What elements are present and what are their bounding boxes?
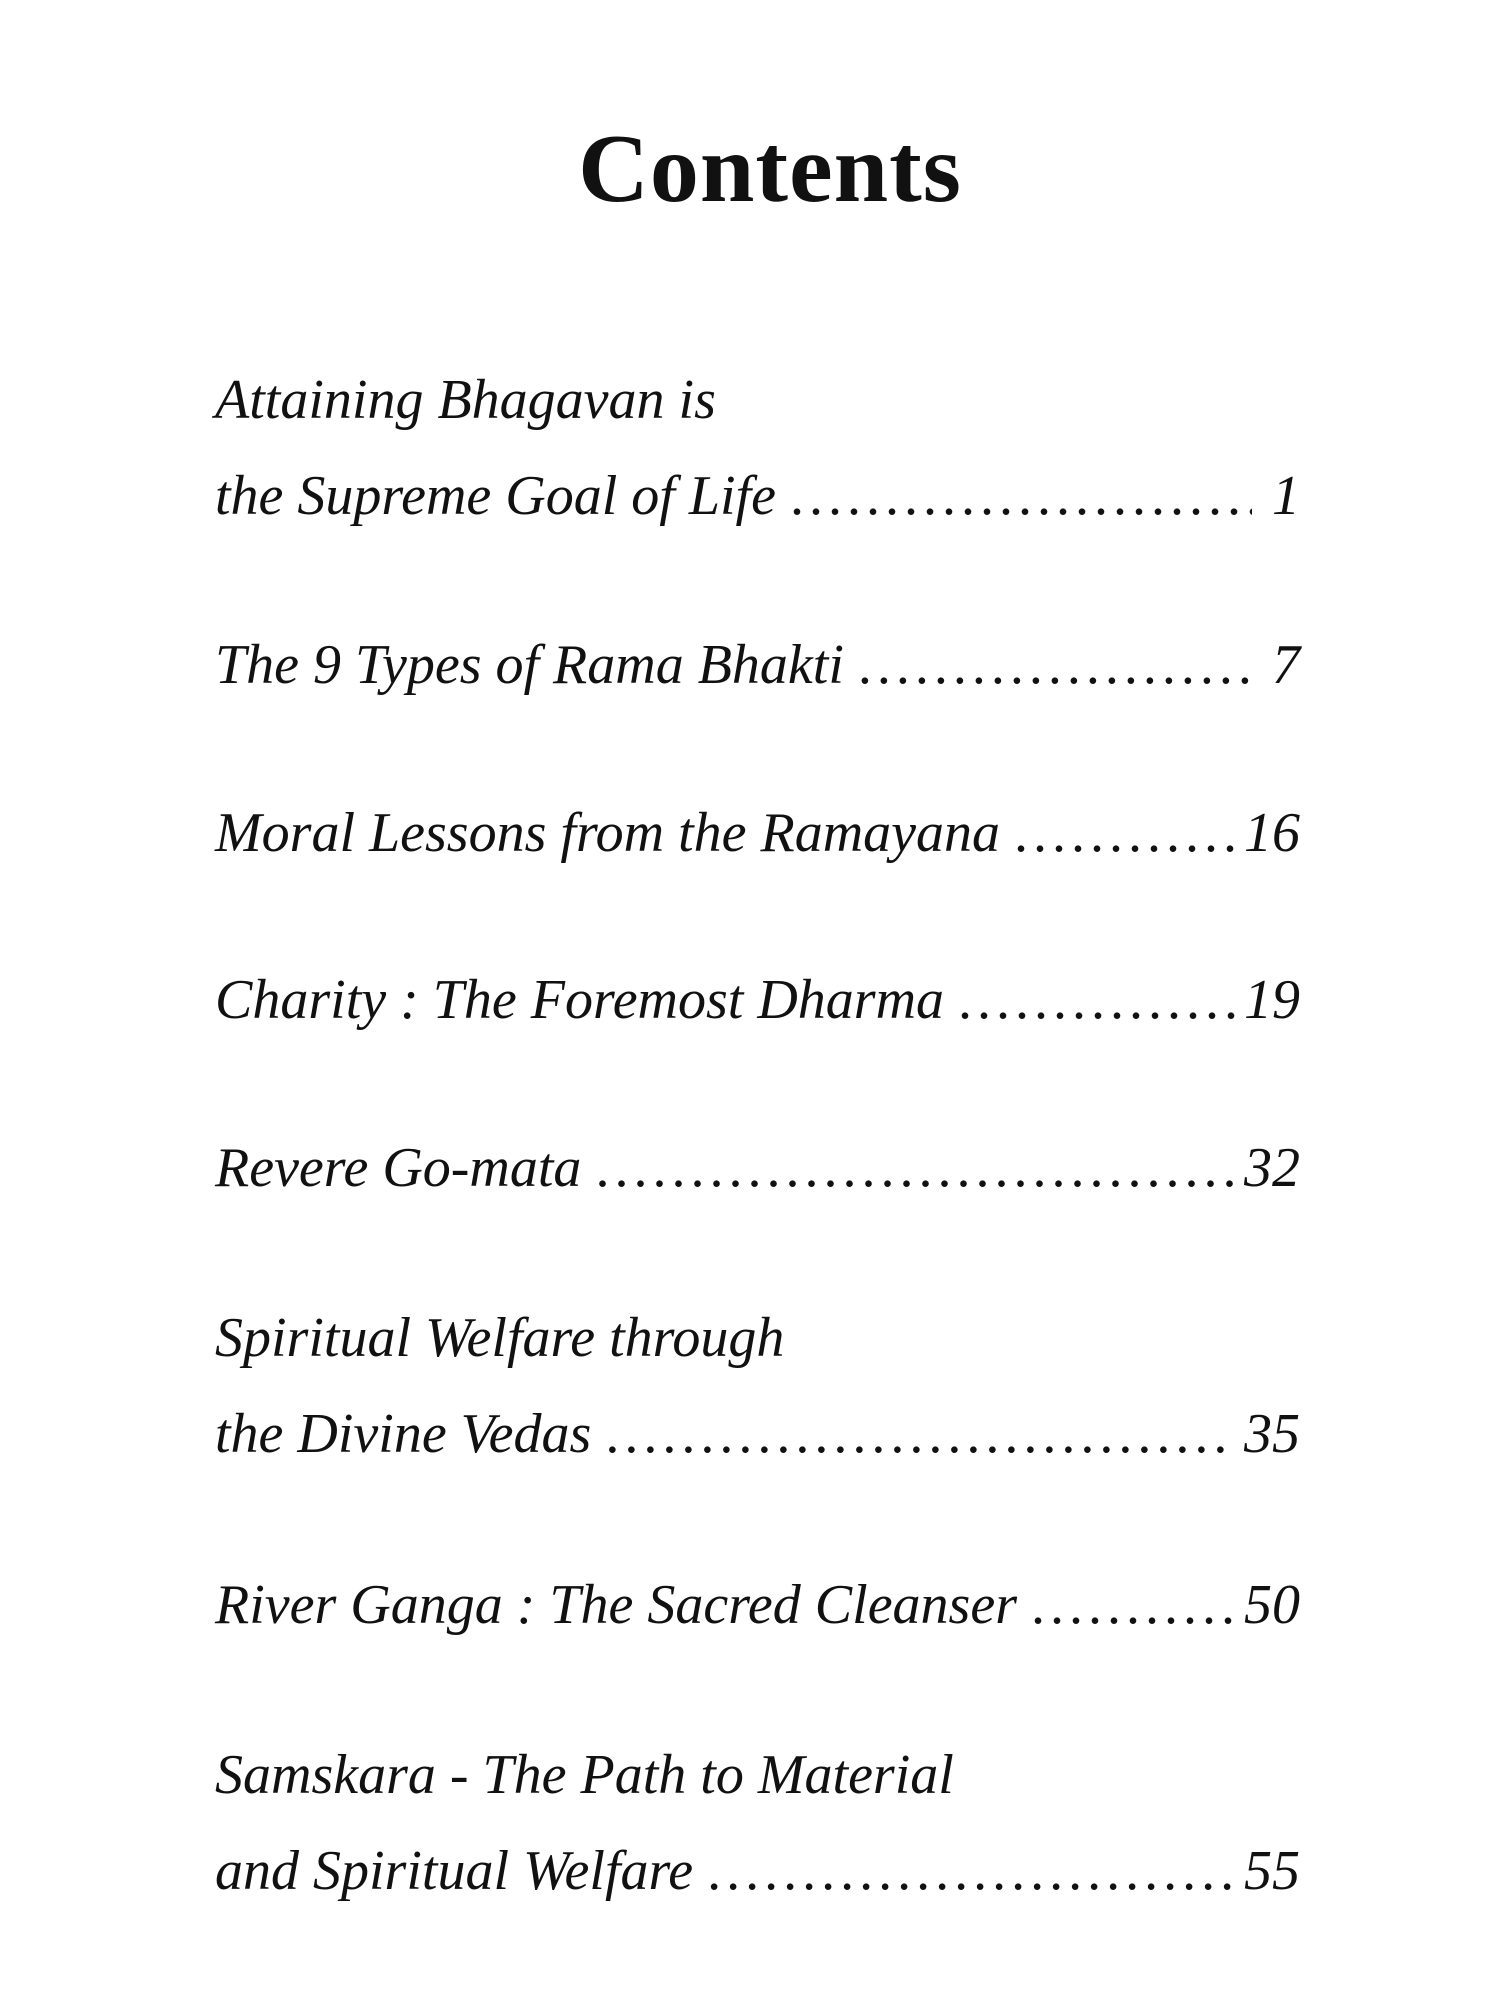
toc-entry-title-line-1: Samskara - The Path to Material (215, 1744, 954, 1806)
toc-entry-title: Moral Lessons from the Ramayana (215, 802, 1001, 864)
toc-entry-title: Revere Go-mata (215, 1137, 582, 1199)
toc-entry[interactable] (215, 617, 1300, 713)
toc-entry[interactable] (215, 952, 1300, 1048)
dot-leader (595, 1120, 1236, 1216)
toc-page-number: 7 (1272, 634, 1300, 696)
toc-entry-title: River Ganga : The Sacred Cleanser (215, 1574, 1017, 1636)
toc-entry[interactable] (215, 1727, 1300, 1919)
toc-entry[interactable] (215, 1290, 1300, 1482)
toc-entry-title: Charity : The Foremost Dharma (215, 969, 945, 1031)
toc-page-number: 55 (1244, 1840, 1300, 1902)
toc-entry-title-line-1: Spiritual Welfare through (215, 1307, 785, 1369)
dot-leader (858, 617, 1252, 713)
toc-entry-title-line-2: and Spiritual Welfare (215, 1840, 694, 1902)
dot-leader (790, 448, 1252, 544)
toc-entry-title-line-2: the Divine Vedas (215, 1403, 592, 1465)
page-title: Contents (578, 115, 962, 223)
dot-leader (1031, 1557, 1236, 1653)
toc-page-number: 16 (1244, 802, 1300, 864)
toc-entry[interactable] (215, 352, 1300, 544)
dot-leader (707, 1823, 1236, 1919)
toc-page-number: 32 (1244, 1137, 1300, 1199)
toc-page-number: 1 (1272, 465, 1300, 527)
toc-page-number: 35 (1244, 1403, 1300, 1465)
toc-entry-title-line-2: the Supreme Goal of Life (215, 465, 776, 527)
toc-page-number: 19 (1244, 969, 1300, 1031)
toc-entry[interactable] (215, 1120, 1300, 1216)
toc-entry[interactable] (215, 1557, 1300, 1653)
toc-entry[interactable] (215, 785, 1300, 881)
dot-leader (958, 952, 1236, 1048)
dot-leader (1014, 785, 1236, 881)
toc-entry-title-line-1: Attaining Bhagavan is (215, 369, 716, 431)
dot-leader (605, 1386, 1236, 1482)
toc-entry-title: The 9 Types of Rama Bhakti (215, 634, 844, 696)
toc-page-number: 50 (1244, 1574, 1300, 1636)
